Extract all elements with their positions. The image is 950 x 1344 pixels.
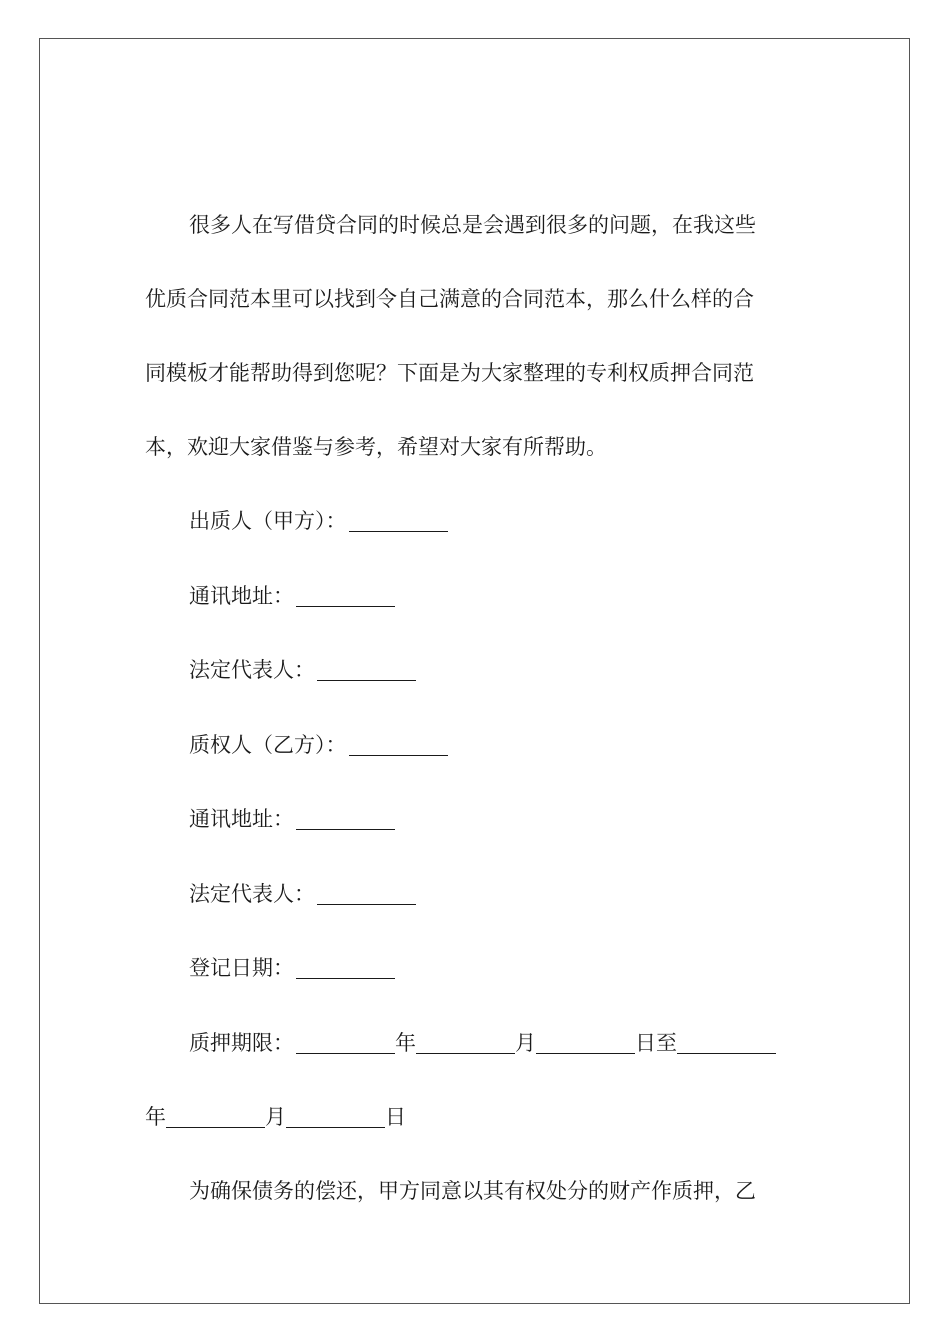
address-a-field: [145, 571, 795, 646]
legal-rep-a-label: 法定代表人：: [189, 658, 315, 682]
term-end-year-blank[interactable]: [677, 1025, 776, 1054]
term-start-year-blank[interactable]: [296, 1025, 395, 1054]
address-b-field: [145, 794, 795, 869]
term-start-day-blank[interactable]: [536, 1025, 635, 1054]
legal-rep-a-field: [145, 645, 795, 720]
term-label: 质押期限：: [189, 1030, 294, 1055]
pledgor-field: [145, 496, 795, 571]
legal-rep-b-label: 法定代表人：: [189, 881, 315, 906]
term-end-year-unit: 年: [145, 1105, 166, 1129]
address-b-blank[interactable]: [296, 801, 395, 830]
intro-line-1: 很多人在写借贷合同的时候总是会遇到很多的问题，在我这些: [189, 213, 756, 237]
document-body: [145, 200, 795, 1240]
term-field-line-2: [145, 1092, 795, 1166]
pledgee-blank[interactable]: [349, 727, 448, 756]
address-a-label: 通讯地址：: [189, 583, 294, 608]
pledgee-field: [145, 720, 795, 795]
register-date-field: [145, 943, 795, 1018]
closing-line: 为确保债务的偿还，甲方同意以其有权处分的财产作质押，乙: [189, 1179, 756, 1203]
term-end-month-unit: 月: [265, 1105, 286, 1129]
term-month-unit: 月: [515, 1030, 536, 1055]
term-end-day-blank[interactable]: [286, 1099, 385, 1128]
intro-line-4: 本，欢迎大家借鉴与参考，希望对大家有所帮助。: [145, 435, 607, 459]
term-year-unit: 年: [395, 1030, 416, 1055]
legal-rep-b-field: [145, 869, 795, 944]
legal-rep-b-blank[interactable]: [317, 876, 416, 905]
legal-rep-a-blank[interactable]: [317, 652, 416, 681]
term-start-month-blank[interactable]: [416, 1025, 515, 1054]
term-end-day-unit: 日: [385, 1105, 406, 1129]
term-end-month-blank[interactable]: [166, 1099, 265, 1128]
pledgee-label: 质权人（乙方）：: [189, 732, 347, 757]
address-b-label: 通讯地址：: [189, 807, 294, 831]
address-a-blank[interactable]: [296, 578, 395, 607]
intro-line-2: 优质合同范本里可以找到令自己满意的合同范本，那么什么样的合: [145, 287, 754, 311]
intro-line-3: 同模板才能帮助得到您呢？下面是为大家整理的专利权质押合同范: [145, 361, 754, 385]
term-day-to-unit: 日至: [635, 1030, 677, 1055]
pledgor-blank[interactable]: [349, 503, 448, 532]
register-date-blank[interactable]: [296, 950, 395, 979]
term-field-line-1: [145, 1018, 795, 1093]
register-date-label: 登记日期：: [189, 956, 294, 980]
pledgor-label: 出质人（甲方）：: [189, 509, 347, 533]
